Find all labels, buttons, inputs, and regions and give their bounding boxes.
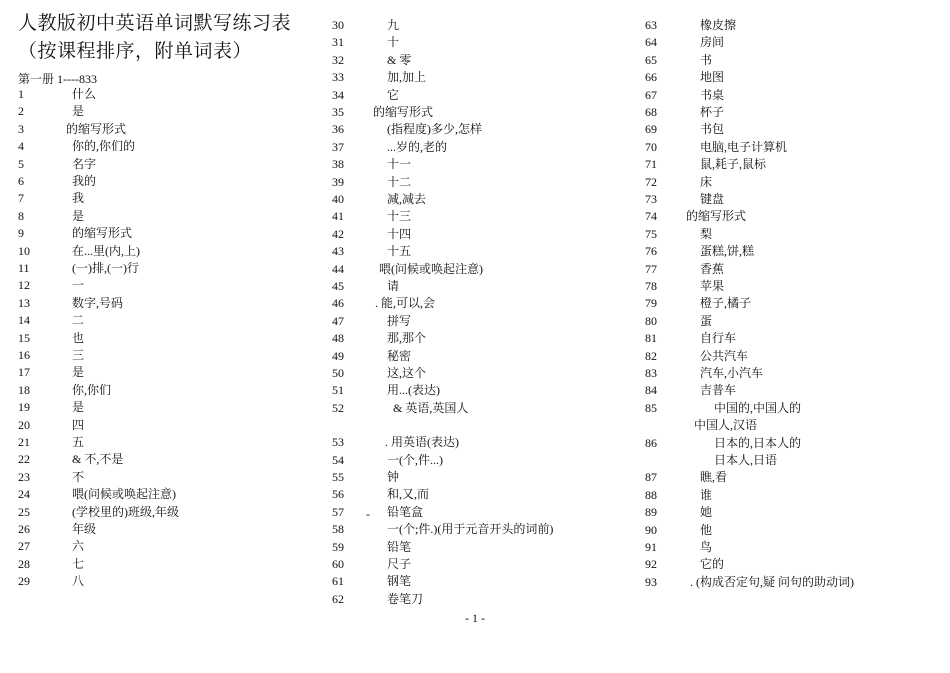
- item-number: 69: [645, 122, 657, 137]
- item-meaning: 橙子,橘子: [700, 296, 752, 311]
- item-number: 77: [645, 261, 657, 276]
- item-meaning: 那,那个: [387, 331, 427, 346]
- item-number: 84: [645, 383, 657, 398]
- item-meaning: 梨: [700, 226, 713, 241]
- item-number: 8: [18, 208, 24, 223]
- item-meaning: ...岁的,老的: [387, 139, 448, 154]
- item-meaning: 日本人,日语: [714, 453, 778, 467]
- item-number: 3: [18, 121, 24, 136]
- item-number: 58: [332, 522, 344, 537]
- item-meaning: 十四: [387, 226, 412, 241]
- item-meaning: 铅笔: [387, 539, 412, 554]
- item-meaning: 的缩写形式: [66, 121, 127, 136]
- item-number: 87: [645, 470, 657, 485]
- item-meaning: & 不,不是: [72, 452, 124, 467]
- item-meaning: & 零: [387, 52, 412, 67]
- item-meaning: 和,又,而: [387, 487, 430, 502]
- item-number: 24: [18, 487, 30, 502]
- item-meaning: . (构成否定句,疑 问句的助动词): [690, 574, 854, 589]
- item-meaning: 的缩写形式: [686, 209, 747, 224]
- item-number: 93: [645, 574, 657, 589]
- item-number: 64: [645, 35, 657, 50]
- item-number: 10: [18, 243, 30, 258]
- item-meaning: 苹果: [700, 279, 725, 293]
- item-meaning: 是: [72, 104, 85, 119]
- item-meaning: 我: [72, 191, 85, 206]
- item-meaning: 十三: [387, 209, 412, 224]
- item-number: 40: [332, 192, 344, 206]
- item-number: 18: [18, 382, 30, 397]
- item-meaning: 四: [72, 417, 85, 432]
- item-meaning: 尺子: [387, 557, 412, 571]
- item-meaning: 的缩写形式: [373, 105, 434, 119]
- item-meaning: 九: [387, 18, 400, 32]
- item-number: 41: [332, 209, 344, 224]
- item-number: 13: [18, 295, 30, 310]
- item-number: 88: [645, 487, 657, 502]
- item-meaning: 这,这个: [387, 366, 427, 380]
- item-meaning: 房间: [700, 35, 725, 50]
- item-number: 26: [18, 522, 30, 536]
- item-number: 53: [332, 435, 344, 450]
- item-meaning: 中国人,汉语: [694, 418, 758, 433]
- item-number: 6: [18, 174, 24, 188]
- item-meaning: 用...(表达): [387, 383, 440, 398]
- item-number: 1: [18, 87, 24, 101]
- item-number: 14: [18, 313, 30, 328]
- item-meaning: 钢笔: [387, 574, 412, 589]
- item-meaning: 十: [387, 35, 400, 50]
- item-number: 33: [332, 70, 344, 85]
- item-meaning: 书桌: [700, 87, 725, 102]
- item-meaning: 她: [700, 505, 713, 520]
- item-meaning: 杯子: [700, 105, 725, 119]
- item-number: 48: [332, 331, 344, 346]
- item-number: 45: [332, 279, 344, 293]
- item-meaning: 铅笔盒: [387, 504, 424, 519]
- item-meaning: 是: [72, 208, 85, 223]
- item-meaning: 也: [72, 330, 85, 345]
- item-number: 92: [645, 557, 657, 572]
- item-meaning: 我的: [72, 174, 97, 188]
- item-number: 35: [332, 105, 344, 119]
- item-meaning: 二: [72, 313, 85, 328]
- item-meaning: 一(个;件.)(用于元音开头的词前): [387, 522, 554, 537]
- item-number: 86: [645, 435, 657, 450]
- item-meaning: . 能,可以,会: [375, 296, 436, 311]
- item-meaning: 喂(问候或唤起注意): [379, 261, 483, 276]
- item-meaning: (指程度)多少,怎样: [387, 122, 482, 137]
- item-number: 61: [332, 574, 344, 589]
- item-number: 76: [645, 244, 657, 259]
- item-meaning: 蛋糕,饼,糕: [700, 244, 755, 259]
- item-number: 57: [332, 504, 344, 519]
- item-meaning: 公共汽车: [700, 348, 749, 363]
- item-meaning: 日本的,日本人的: [714, 435, 802, 450]
- item-number: 38: [332, 157, 344, 172]
- item-meaning: . 用英语(表达): [385, 435, 459, 450]
- item-meaning: 鼠,耗子,鼠标: [700, 157, 767, 172]
- item-number: 30: [332, 18, 344, 32]
- item-meaning: 是: [72, 365, 85, 380]
- list-marker: -: [366, 507, 370, 521]
- item-meaning: 中国的,中国人的: [714, 400, 802, 415]
- item-number: 34: [332, 87, 344, 102]
- item-meaning: & 英语,英国人: [393, 400, 469, 415]
- item-meaning: 他: [700, 522, 713, 537]
- item-number: 79: [645, 296, 657, 311]
- item-number: 54: [332, 452, 344, 467]
- item-number: 83: [645, 366, 657, 380]
- item-number: 20: [18, 417, 30, 432]
- item-meaning: 减,减去: [387, 192, 427, 206]
- item-number: 16: [18, 348, 30, 362]
- item-number: 25: [18, 504, 30, 519]
- item-number: 15: [18, 330, 30, 345]
- item-number: 60: [332, 557, 344, 571]
- item-meaning: 请: [387, 279, 400, 293]
- item-meaning: 喂(问候或唤起注意): [72, 487, 176, 502]
- item-number: 82: [645, 348, 657, 363]
- item-number: 74: [645, 209, 657, 224]
- item-meaning: 你,你们: [72, 382, 112, 397]
- item-meaning: 不: [72, 469, 85, 484]
- item-meaning: 在...里(内,上): [72, 243, 140, 258]
- item-number: 89: [645, 505, 657, 520]
- item-number: 47: [332, 313, 344, 328]
- item-meaning: 它: [387, 87, 400, 102]
- item-number: 9: [18, 226, 24, 241]
- item-number: 11: [18, 261, 30, 275]
- item-number: 36: [332, 122, 344, 137]
- item-number: 56: [332, 487, 344, 502]
- item-number: 50: [332, 366, 344, 380]
- item-meaning: 键盘: [700, 192, 725, 206]
- item-number: 71: [645, 157, 657, 172]
- item-meaning: 瞧,看: [700, 470, 728, 485]
- item-number: 46: [332, 296, 344, 311]
- item-meaning: 数字,号码: [72, 295, 124, 310]
- item-meaning: 地图: [700, 70, 725, 85]
- item-meaning: 鸟: [700, 540, 713, 554]
- item-number: 59: [332, 539, 344, 554]
- item-number: 85: [645, 400, 657, 415]
- volume-range: 第一册 1----833: [18, 72, 97, 86]
- item-number: 2: [18, 104, 24, 119]
- item-number: 7: [18, 191, 24, 206]
- item-meaning: 你的,你们的: [72, 139, 136, 154]
- item-meaning: 五: [72, 435, 85, 449]
- item-meaning: 书包: [700, 122, 725, 137]
- item-meaning: 一(个,件...): [387, 452, 443, 467]
- item-number: 70: [645, 139, 657, 154]
- item-number: 67: [645, 87, 657, 102]
- item-meaning: 书: [700, 52, 713, 67]
- item-number: 81: [645, 331, 657, 346]
- item-meaning: 六: [72, 539, 85, 554]
- item-meaning: (学校里的)班级,年级: [72, 504, 179, 519]
- item-meaning: 汽车,小汽车: [700, 366, 764, 380]
- item-number: 52: [332, 400, 344, 415]
- item-meaning: 加,加上: [387, 70, 427, 85]
- item-meaning: 它的: [700, 557, 725, 572]
- item-number: 62: [332, 591, 344, 606]
- item-number: 5: [18, 156, 24, 171]
- item-number: 44: [332, 261, 344, 276]
- item-number: 72: [645, 174, 657, 189]
- item-number: 78: [645, 279, 657, 293]
- item-meaning: 床: [700, 174, 713, 189]
- page-title: 人教版初中英语单词默写练习表（按课程排序，附单词表）: [18, 13, 292, 62]
- item-meaning: 卷笔刀: [387, 591, 424, 606]
- item-number: 37: [332, 139, 344, 154]
- item-meaning: 十五: [387, 244, 412, 259]
- item-meaning: 的缩写形式: [72, 226, 133, 241]
- item-meaning: 年级: [72, 522, 97, 536]
- item-number: 31: [332, 35, 344, 50]
- item-number: 23: [18, 469, 30, 484]
- item-number: 91: [645, 540, 657, 554]
- item-number: 80: [645, 313, 657, 328]
- item-number: 68: [645, 105, 657, 119]
- item-meaning: 蛋: [700, 313, 713, 328]
- item-number: 51: [332, 383, 344, 398]
- item-number: 21: [18, 435, 30, 449]
- item-meaning: 自行车: [700, 331, 737, 346]
- item-number: 42: [332, 226, 344, 241]
- item-number: 12: [18, 278, 30, 293]
- item-meaning: 一: [72, 278, 85, 293]
- item-number: 75: [645, 226, 657, 241]
- item-number: 73: [645, 192, 657, 206]
- item-meaning: 电脑,电子计算机: [700, 139, 788, 154]
- item-meaning: 是: [72, 400, 85, 415]
- item-meaning: 谁: [700, 487, 713, 502]
- item-meaning: 香蕉: [700, 261, 725, 276]
- item-number: 32: [332, 52, 344, 67]
- item-number: 90: [645, 522, 657, 537]
- item-meaning: 八: [72, 574, 85, 589]
- item-meaning: 拼写: [387, 313, 412, 328]
- item-number: 66: [645, 70, 657, 85]
- item-meaning: (一)排,(一)行: [72, 261, 139, 275]
- item-number: 39: [332, 174, 344, 189]
- page-number: - 1 -: [465, 611, 485, 625]
- item-number: 17: [18, 365, 30, 380]
- item-meaning: 钟: [387, 470, 400, 484]
- item-meaning: 吉普车: [700, 383, 737, 398]
- item-number: 19: [18, 400, 30, 415]
- item-meaning: 名字: [72, 156, 97, 171]
- item-meaning: 橡皮擦: [700, 18, 737, 32]
- item-number: 65: [645, 52, 657, 67]
- item-meaning: 秘密: [387, 348, 412, 363]
- item-meaning: 什么: [72, 87, 97, 101]
- item-meaning: 十一: [387, 157, 412, 172]
- item-number: 22: [18, 452, 30, 467]
- item-meaning: 三: [72, 348, 85, 362]
- item-meaning: 七: [72, 556, 85, 571]
- item-number: 43: [332, 244, 344, 259]
- item-number: 28: [18, 556, 30, 571]
- item-number: 4: [18, 139, 24, 154]
- item-number: 49: [332, 348, 344, 363]
- item-number: 29: [18, 574, 30, 589]
- item-meaning: 十二: [387, 174, 412, 189]
- item-number: 55: [332, 470, 344, 484]
- item-number: 27: [18, 539, 30, 554]
- item-number: 63: [645, 18, 657, 32]
